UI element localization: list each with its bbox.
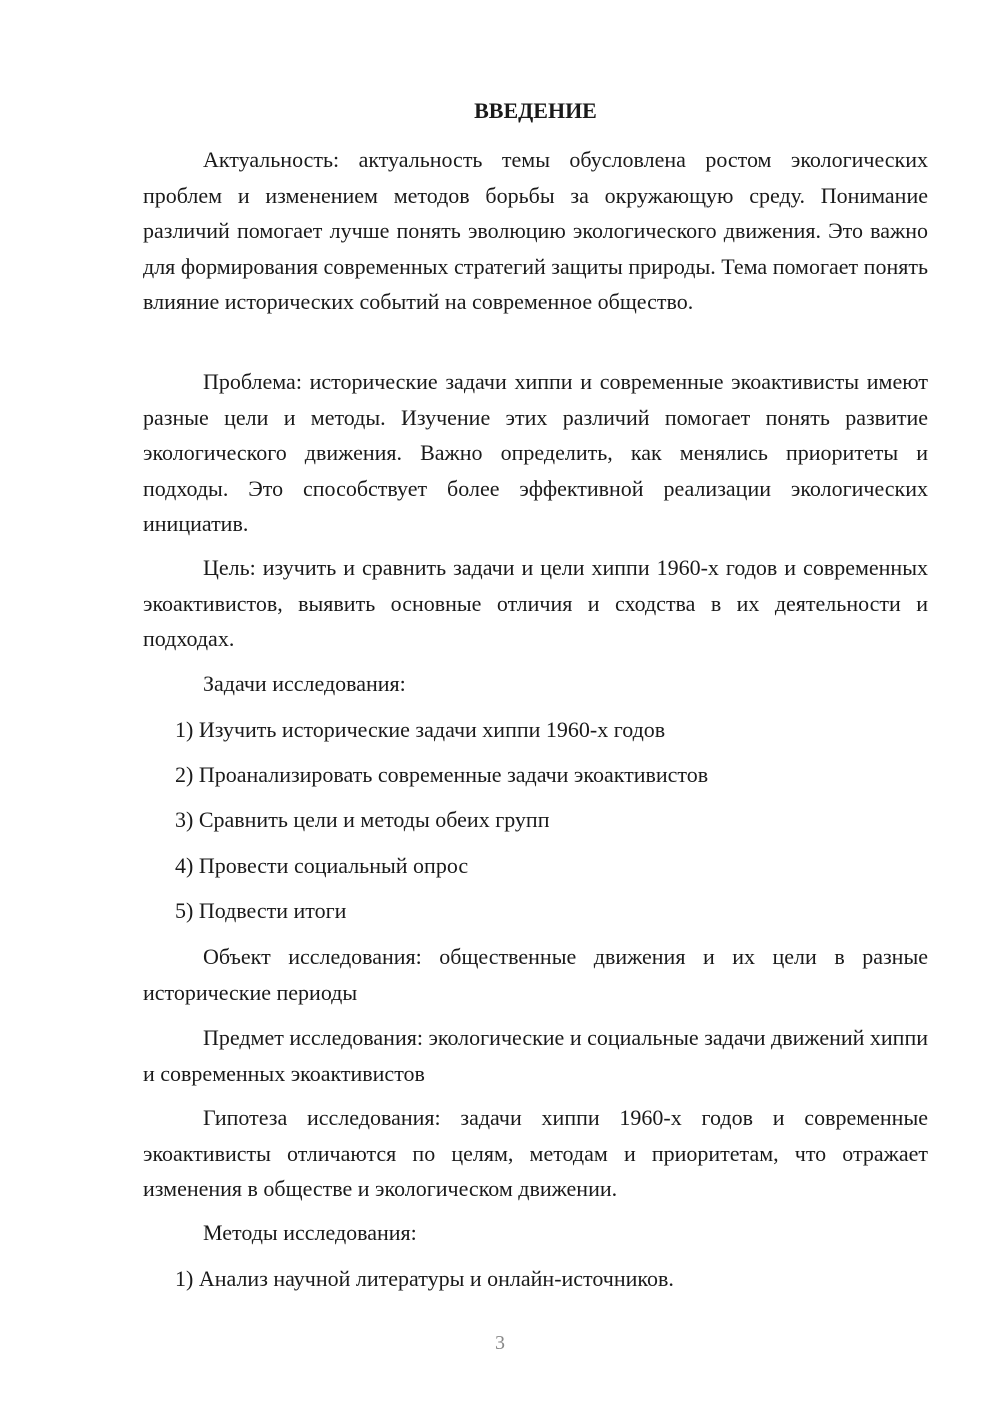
page-number: 3 <box>495 1332 505 1354</box>
method-item-1: 1) Анализ научной литературы и онлайн-источников. <box>175 1266 674 1291</box>
task-item-5: 5) Подвести итоги <box>175 898 347 923</box>
subject-paragraph: Предмет исследования: экологические и социальные задачи движений хиппи и современных экоактивистов <box>143 1025 929 1086</box>
methods-heading: Методы исследования: <box>203 1220 417 1245</box>
tasks-heading: Задачи исследования: <box>203 671 406 696</box>
object-paragraph: Объект исследования: общественные движения и их цели в разные исторические периоды <box>143 944 928 1005</box>
hypothesis-paragraph: Гипотеза исследования: задачи хиппи 1960-х годов и современные экоактивисты отличаются по целям, методам и приоритетам, что отражает изменения в обществе и экологическом движении. <box>143 1105 928 1201</box>
task-item-4: 4) Провести социальный опрос <box>175 853 469 878</box>
page-title: ВВЕДЕНИЕ <box>474 98 597 123</box>
problem-paragraph: Проблема: исторические задачи хиппи и современные экоактивисты имеют разные цели и методы. Изучение этих различий помогает понять развитие экологического движения. Важно определить, как менялись приоритеты и подходы. Это способствует более эффективной реализации экологических инициатив. <box>143 369 928 536</box>
relevance-paragraph: Актуальность: актуальность темы обусловлена ростом экологических проблем и изменением методов борьбы за окружающую среду. Понимание различий помогает лучше понять эволюцию экологического движения. Это важно для формирования современных стратегий защиты природы. Тема помогает понять влияние исторических событий на современное общество. <box>143 147 928 314</box>
task-item-1: 1) Изучить исторические задачи хиппи 1960-х годов <box>175 717 666 742</box>
task-item-3: 3) Сравнить цели и методы обеих групп <box>175 807 550 832</box>
task-item-2: 2) Проанализировать современные задачи экоактивистов <box>175 762 709 787</box>
goal-paragraph: Цель: изучить и сравнить задачи и цели хиппи 1960-х годов и современных экоактивистов, выявить основные отличия и сходства в их деятельности и подходах. <box>143 555 928 651</box>
